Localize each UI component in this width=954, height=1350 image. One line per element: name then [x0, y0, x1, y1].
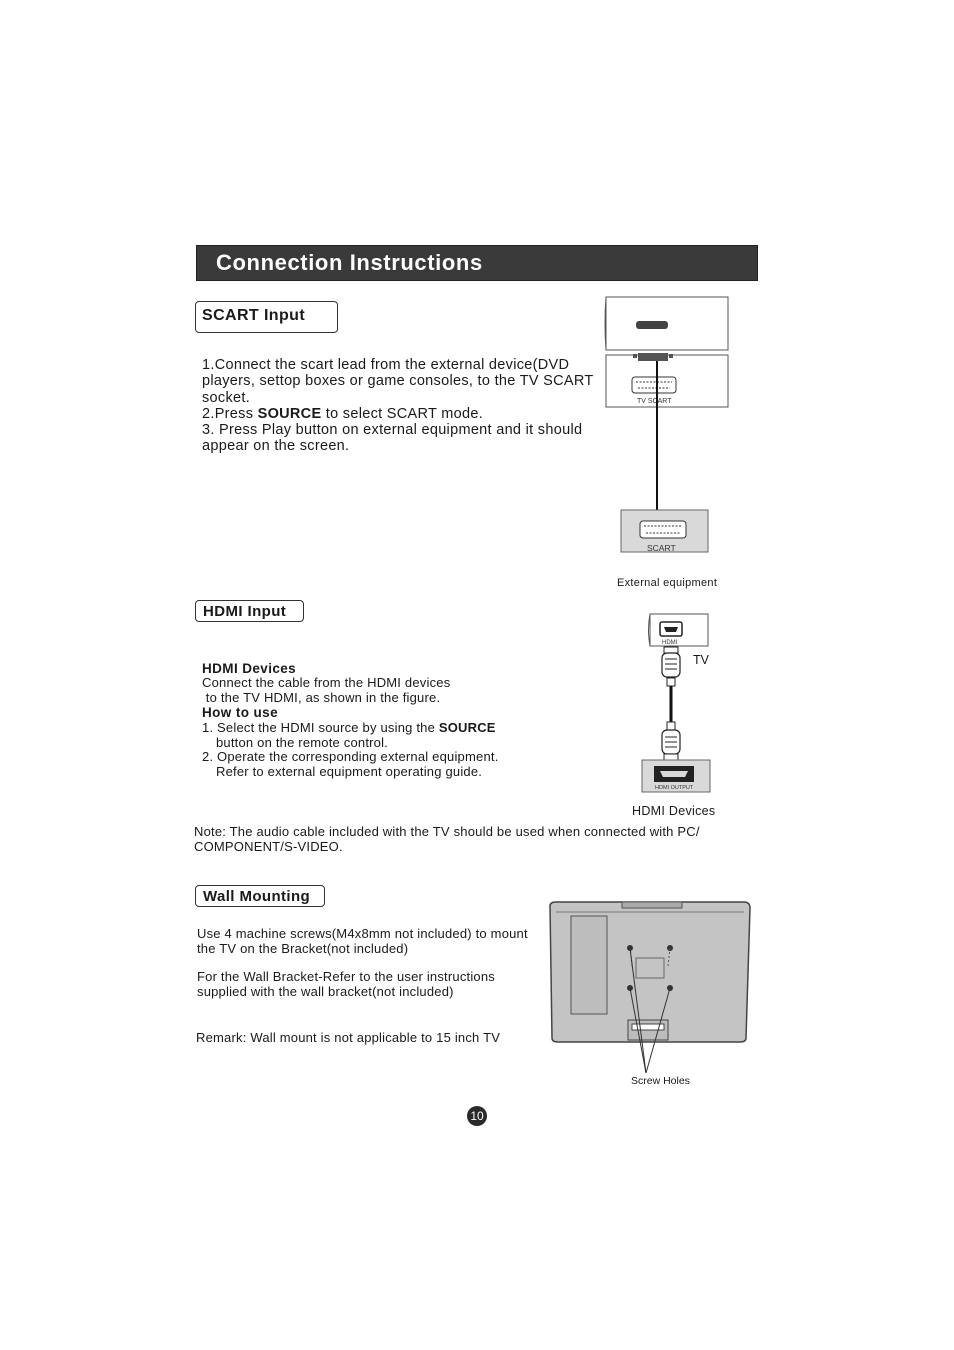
audio-cable-note — [194, 825, 700, 854]
hdmi-howto-step2-line2: Refer to external equipment operating guide. — [216, 763, 483, 779]
hdmi-howto-text — [202, 721, 499, 779]
scart-step3-line2: appear on the screen. — [202, 438, 350, 455]
scart-step2-source-keyword: SOURCE — [257, 405, 322, 422]
page-number: 10 — [470, 1109, 484, 1123]
hdmi-devices-line2: to the TV HDMI, as shown in the figure. — [202, 689, 441, 705]
hdmi-howto-step1-line2: button on the remote control. — [216, 734, 389, 750]
hdmi-diagram-caption: HDMI Devices — [632, 804, 716, 818]
wall-para1-line2: the TV on the Bracket(not included) — [197, 940, 409, 956]
hdmi-plug-neck-top — [667, 678, 675, 686]
hdmi-plug-neck-bottom — [667, 722, 675, 730]
hdmi-howto-step2-line1: 2. Operate the corresponding external equipment. — [202, 749, 499, 764]
tv-scart-label: TV SCART — [637, 398, 672, 405]
wall-para2-line2: supplied with the wall bracket(not included) — [197, 983, 454, 999]
page-number-badge — [467, 1106, 487, 1126]
scart-step2-suffix: to select SCART mode. — [321, 405, 484, 422]
hdmi-howto-step1-prefix: 1. Select the HDMI source by using the — [202, 720, 439, 735]
hdmi-plug-tip-bottom — [664, 754, 678, 760]
hdmi-section-heading — [195, 600, 304, 622]
scart-plug-tab-left — [633, 354, 637, 358]
scart-instructions — [202, 357, 612, 455]
tv-hdmi-port-shape — [664, 627, 678, 632]
wall-para1 — [197, 927, 528, 956]
external-scart-socket-icon — [640, 521, 686, 538]
note-line2: COMPONENT/S-VIDEO. — [194, 838, 343, 854]
hdmi-tv-label: TV — [693, 653, 709, 667]
hdmi-devices-line1: Connect the cable from the HDMI devices — [202, 675, 451, 690]
hdmi-source-keyword: SOURCE — [438, 720, 496, 735]
hdmi-howto-heading: How to use — [202, 705, 279, 720]
page-title: Connection Instructions — [216, 250, 483, 275]
hdmi-devices-text — [202, 676, 450, 705]
scart-step2 — [202, 406, 612, 422]
wall-para2-line1: For the Wall Bracket-Refer to the user instructions — [197, 969, 495, 984]
scart-cable-plug-top — [638, 353, 668, 361]
wall-para2 — [197, 970, 495, 999]
scart-step2-prefix: 2.Press — [202, 405, 258, 422]
scart-heading-label: SCART Input — [202, 307, 306, 324]
page-title-bar — [196, 245, 758, 281]
scart-step1-line2: players, settop boxes or game consoles, to the TV SCART — [202, 373, 594, 390]
tv-back-side-panel — [571, 916, 607, 1014]
screw-holes-caption: Screw Holes — [631, 1075, 690, 1087]
hdmi-heading-label: HDMI Input — [203, 603, 287, 620]
scart-section-heading — [195, 301, 338, 333]
tv-back-center-plate — [636, 958, 664, 978]
tv-back-top-notch — [622, 902, 682, 908]
hdmi-plug-body-top — [662, 653, 680, 677]
hdmi-plug-tip-top — [664, 647, 678, 653]
hdmi-devices-heading: HDMI Devices — [202, 661, 297, 676]
scart-step1-line3: socket. — [202, 389, 251, 406]
scart-plug-tab-right — [669, 354, 673, 358]
tv-hdmi-port-label: HDMI — [662, 640, 678, 646]
tv-back-wall-mount-diagram — [546, 898, 756, 1093]
wall-para1-line1: Use 4 machine screws(M4x8mm not included) to mount — [197, 926, 528, 941]
hdmi-connection-diagram — [636, 610, 726, 800]
hdmi-howto-step1 — [202, 721, 499, 736]
note-line1: Note: The audio cable included with the TV should be used when connected with PC/ — [194, 824, 700, 839]
external-scart-label: SCART — [647, 543, 676, 553]
wall-section-heading — [195, 885, 325, 907]
hdmi-output-port-shape — [660, 771, 688, 777]
hdmi-output-port-label: HDMI OUTPUT — [655, 785, 694, 791]
tv-scart-plug-icon — [636, 321, 668, 329]
wall-remark: Remark: Wall mount is not applicable to 15 inch TV — [196, 1030, 501, 1045]
scart-step3-line1: 3. Press Play button on external equipment and it should — [202, 422, 583, 439]
scart-step1-line1: 1.Connect the scart lead from the external device(DVD — [202, 357, 570, 373]
wall-heading-label: Wall Mounting — [203, 888, 311, 905]
scart-connection-diagram — [600, 295, 740, 595]
scart-diagram-caption: External equipment — [617, 577, 718, 589]
tv-scart-socket-icon — [632, 377, 676, 393]
